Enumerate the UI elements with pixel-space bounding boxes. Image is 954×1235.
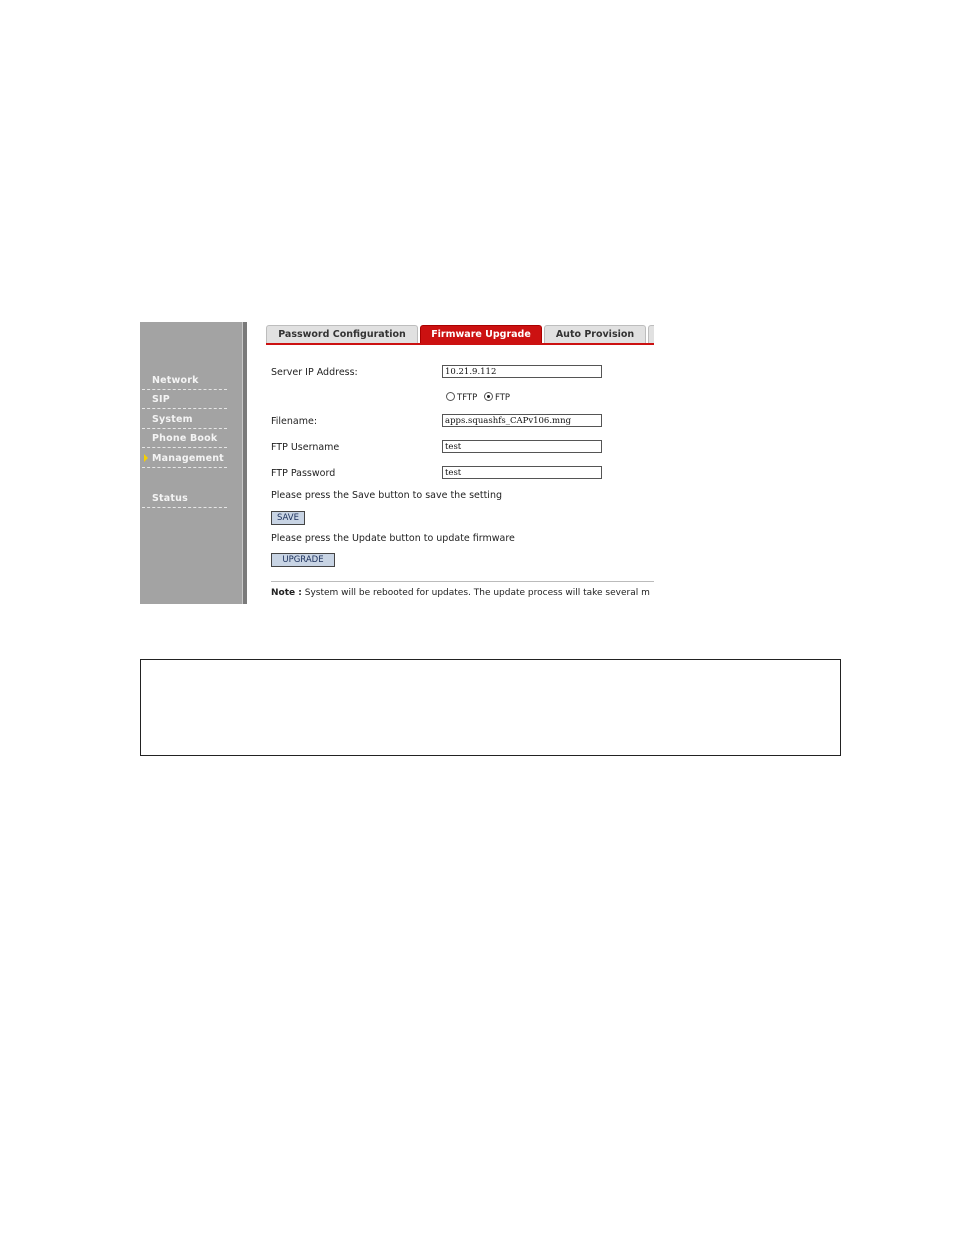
tab-auto-provision[interactable]: Auto Provision (544, 325, 646, 344)
note-text: System will be rebooted for updates. The update process will take several m (304, 588, 650, 598)
tab-bar (266, 325, 654, 345)
sidebar (140, 322, 242, 604)
sidebar-item-label: Phone Book (152, 433, 218, 444)
sidebar-item-system[interactable] (142, 409, 227, 429)
sidebar-divider (242, 322, 247, 604)
active-arrow-icon (144, 454, 148, 462)
tftp-radio[interactable] (446, 392, 455, 401)
sidebar-item-label: Status (152, 493, 188, 504)
sidebar-item-management[interactable] (142, 448, 227, 468)
server-ip-input[interactable]: 10.21.9.112 (442, 365, 602, 378)
ftp-username-input[interactable]: test (442, 440, 602, 453)
empty-caption-box (140, 659, 841, 756)
save-instruction: Please press the Save button to save the setting (271, 490, 503, 501)
tab-partial[interactable] (648, 325, 654, 344)
sidebar-item-label: Management (152, 453, 224, 464)
ftp-username-label: FTP Username (271, 442, 340, 453)
protocol-radio-group (446, 392, 510, 403)
save-button[interactable]: SAVE (271, 511, 305, 525)
sidebar-item-label: Network (152, 375, 199, 386)
tftp-radio-label: TFTP (457, 393, 478, 403)
filename-input[interactable]: apps.squashfs_CAPv106.mng (442, 414, 602, 427)
firmware-upgrade-screenshot (140, 322, 654, 604)
sidebar-item-label: SIP (152, 394, 170, 405)
ftp-radio-label: FTP (494, 393, 511, 403)
note (271, 588, 650, 598)
sidebar-item-status[interactable] (142, 488, 227, 508)
sidebar-item-network[interactable] (142, 370, 227, 390)
sidebar-item-phone-book[interactable] (142, 428, 227, 448)
ftp-radio[interactable] (484, 392, 493, 401)
tab-password-configuration[interactable]: Password Configuration (266, 325, 418, 344)
filename-label: Filename: (271, 416, 318, 427)
note-divider (271, 581, 654, 582)
server-ip-label: Server IP Address: (271, 367, 358, 378)
sidebar-item-sip[interactable] (142, 389, 227, 409)
tab-firmware-upgrade[interactable]: Firmware Upgrade (420, 325, 542, 344)
note-prefix: Note : (271, 588, 302, 598)
sidebar-item-label: System (152, 414, 193, 425)
upgrade-button[interactable]: UPGRADE (271, 553, 335, 567)
ftp-password-label: FTP Password (271, 468, 336, 479)
tab-underline (266, 343, 654, 345)
update-instruction: Please press the Update button to update firmware (271, 533, 515, 544)
ftp-password-input[interactable]: test (442, 466, 602, 479)
